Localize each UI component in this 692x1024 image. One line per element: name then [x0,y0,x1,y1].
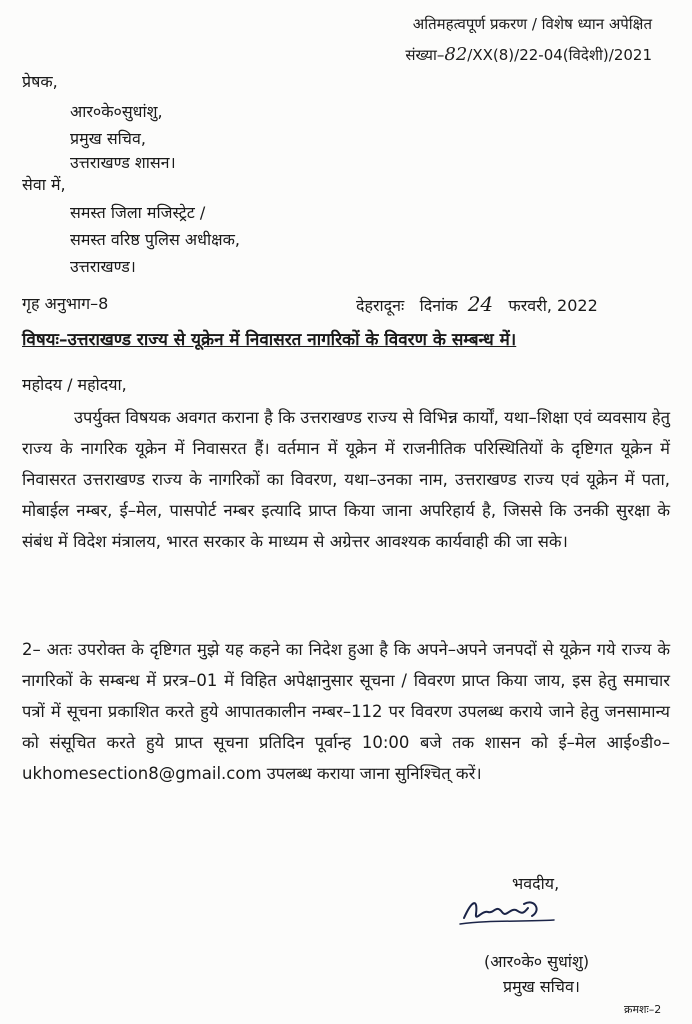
sender-office: उत्तराखण्ड शासन। [70,153,176,172]
place: देहरादूनः [356,296,405,315]
sender-designation: प्रमुख सचिव, [70,129,146,148]
subject-line: विषयः–उत्तराखण्ड राज्य से यूक्रेन में निवासरत नागरिकों के विवरण के सम्बन्ध में। [22,330,517,350]
signatory-designation: प्रमुख सचिव। [503,977,580,996]
paragraph-1 [22,402,670,557]
signatory-name: (आर०के० सुधांशु) [484,952,590,971]
continued-marker: क्रमशः–2 [624,1003,662,1016]
priority-line: अतिमहत्वपूर्ण प्रकरण / विशेष ध्यान अपेक्षित [412,15,652,33]
signature-image [458,890,578,930]
sender-label: प्रेषक, [22,72,58,91]
reference-number-line [405,44,652,65]
ref-prefix: संख्या– [405,46,445,64]
recipient-label: सेवा में, [22,175,66,194]
recipient-line2: समस्त वरिष्ठ पुलिस अधीक्षक, [70,230,240,249]
paragraph-2 [22,634,670,789]
date-month-year: फरवरी, 2022 [508,296,598,315]
date-label: दिनांक [419,296,458,315]
valediction: भवदीय, [512,874,560,893]
ref-suffix: /XX(8)/22-04(विदेशी)/2021 [467,46,652,64]
paragraph-1-text: उपर्युक्त विषयक अवगत कराना है कि उत्तराखण्ड राज्य से विभिन्न कार्यों, यथा–शिक्षा एवं व्यवसाय हेतु राज्य के नागरिक यूक्रेन में निवासरत हैं। वर्तमान में यूक्रेन में राजनीतिक परिस्थितियों के दृष्टिगत यूक्रेन में निवासरत उत्तराखण्ड राज्य के नागरिकों का विवरण, यथा–उनका नाम, उत्तराखण्ड राज्य एवं यूक्रेन में पता, मोबाईल नम्बर, ई–मेल, पासपोर्ट नम्बर इत्यादि प्राप्त किया जाना अपरिहार्य है, जिससे कि उनकी सुरक्षा के संबंध में विदेश मंत्रालय, भारत सरकार के माध्यम से अग्रेत्तर आवश्यक कार्यवाही की जा सके। [22,408,670,551]
recipient-line1: समस्त जिला मजिस्ट्रेट / [70,203,206,222]
recipient-line3: उत्तराखण्ड। [70,257,136,276]
salutation: महोदय / महोदया, [22,375,127,394]
date-line [356,292,598,316]
date-day-handwritten: 24 [467,292,494,316]
section-name: गृह अनुभाग–8 [22,294,109,313]
ref-number-handwritten: 82 [444,44,468,65]
sender-name: आर०के०सुधांशु, [70,102,163,121]
paragraph-2-text: 2– अतः उपरोक्त के दृष्टिगत मुझे यह कहने का निदेश हुआ है कि अपने–अपने जनपदों से यूक्रेन गये राज्य के नागरिकों के सम्बन्ध में प्ररत्र–01 में विहित अपेक्षानुसार सूचना / विवरण प्राप्त किया जाय, इस हेतु समाचार पत्रों में सूचना प्रकाशित करते हुये आपातकालीन नम्बर–112 पर विवरण उपलब्ध कराये जाने हेतु जनसामान्य को संसूचित करते हुये प्राप्त सूचना प्रतिदिन पूर्वान्ह 10:00 बजे तक शासन को ई–मेल आई०डी०–ukhomesection8@gmail.com उपलब्ध कराया जाना सुनिश्चित् करें। [22,640,670,783]
